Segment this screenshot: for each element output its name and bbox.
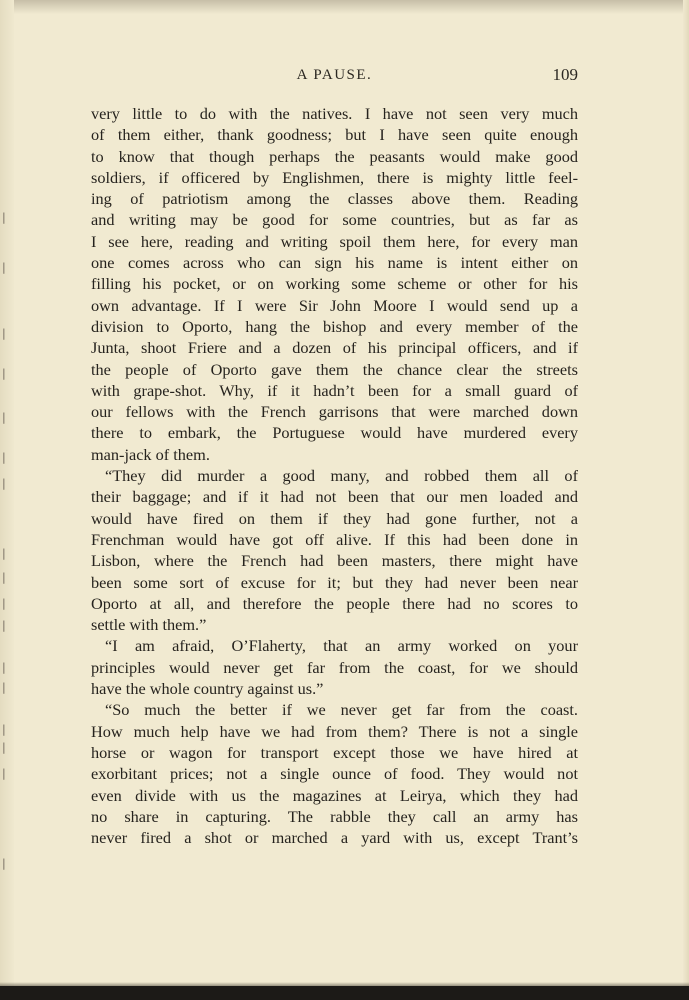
body-text	[91, 103, 578, 848]
page-header	[91, 63, 578, 87]
gutter-mark: |	[2, 451, 6, 464]
text-line: “So much the better if we never get far from the coast.	[105, 700, 578, 720]
gutter-mark: |	[2, 767, 6, 780]
text-line: and writing may be good for some countries, but as far as	[91, 210, 578, 230]
text-line: the people of Oporto gave them the chance clear the streets	[91, 359, 578, 379]
gutter-mark: |	[2, 681, 6, 694]
text-line: even divide with us the magazines at Leirya, which they had	[91, 785, 578, 805]
gutter-mark: |	[2, 367, 6, 380]
gutter-mark: |	[2, 741, 6, 754]
text-line: would have fired on them if they had gone further, not a	[91, 508, 578, 528]
gutter-mark: |	[2, 619, 6, 632]
gutter-mark: |	[2, 661, 6, 674]
text-line: one comes across who can sign his name is intent either on	[91, 253, 578, 273]
text-line: own advantage. If I were Sir John Moore I would send up a	[91, 295, 578, 315]
text-line: How much help have we had from them? There is not a single	[91, 721, 578, 741]
text-line: to know that though perhaps the peasants would make good	[91, 146, 578, 166]
text-line: there to embark, the Portuguese would have murdered every	[91, 423, 578, 443]
text-line: Oporto at all, and therefore the people there had no scores to	[91, 593, 578, 613]
gutter-mark: |	[2, 261, 6, 274]
text-line: division to Oporto, hang the bishop and every member of the	[91, 316, 578, 336]
text-line: I see here, reading and writing spoil them here, for every man	[91, 231, 578, 251]
page-top-shadow	[0, 0, 689, 14]
page-bottom-edge	[0, 986, 689, 1000]
text-line: principles would never get far from the coast, for we should	[91, 657, 578, 677]
text-line: with grape-shot. Why, if it hadn’t been for a small guard of	[91, 380, 578, 400]
page-right-edge	[683, 0, 689, 1000]
gutter-mark: |	[2, 723, 6, 736]
text-line: exorbitant prices; not a single ounce of food. They would not	[91, 764, 578, 784]
page-number: 109	[552, 65, 578, 84]
running-title: A PAUSE.	[296, 67, 373, 83]
text-line: our fellows with the French garrisons that were marched down	[91, 402, 578, 422]
text-line: very little to do with the natives. I have not seen very much	[91, 104, 578, 123]
text-line: been some sort of excuse for it; but they had never been near	[91, 572, 578, 592]
text-line: settle with them.”	[91, 615, 207, 635]
gutter-mark: |	[2, 857, 6, 870]
gutter-mark: |	[2, 477, 6, 490]
gutter-mark: |	[2, 411, 6, 424]
text-line: Frenchman would have got off alive. If this had been done in	[91, 529, 578, 549]
gutter-mark: |	[2, 597, 6, 610]
text-line: Lisbon, where the French had been masters, there might have	[91, 551, 578, 571]
gutter-mark: |	[2, 571, 6, 584]
text-line: “I am afraid, O’Flaherty, that an army worked on your	[105, 636, 578, 656]
text-line: have the whole country against us.”	[91, 679, 324, 699]
text-line: no share in capturing. The rabble they call an army has	[91, 806, 578, 826]
page-gutter	[0, 0, 14, 1000]
text-line: their baggage; and if it had not been that our men loaded and	[91, 487, 578, 507]
gutter-mark: |	[2, 327, 6, 340]
text-line: soldiers, if officered by Englishmen, there is mighty little feel-	[91, 167, 578, 187]
text-line: Junta, shoot Friere and a dozen of his principal officers, and if	[91, 338, 578, 358]
text-line: filling his pocket, or on working some scheme or other for his	[91, 274, 578, 294]
gutter-mark: |	[2, 547, 6, 560]
text-line: man-jack of them.	[91, 444, 210, 464]
text-line: “They did murder a good many, and robbed them all of	[105, 466, 578, 486]
gutter-mark: |	[2, 211, 6, 224]
text-line: never fired a shot or marched a yard with us, except Trant’s	[91, 828, 578, 848]
text-line: ing of patriotism among the classes above them. Reading	[91, 189, 578, 209]
text-line: horse or wagon for transport except those we have hired at	[91, 742, 578, 762]
text-line: of them either, thank goodness; but I have seen quite enough	[91, 125, 578, 145]
